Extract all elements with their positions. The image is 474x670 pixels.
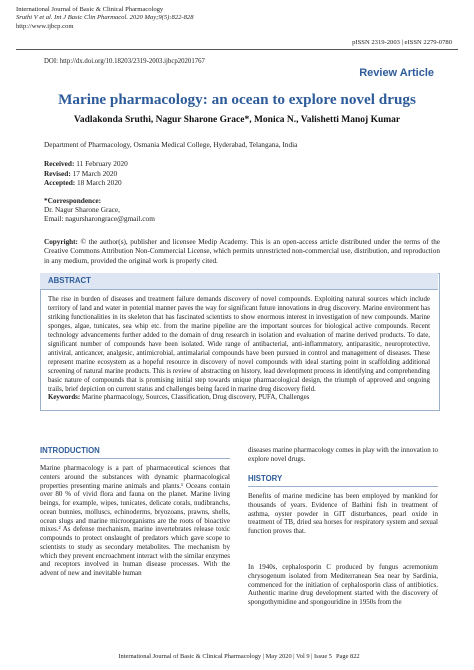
footer-text: International Journal of Basic & Clinical Pharmacology | May 2020 | Vol 9 | Issue 5: [118, 653, 332, 660]
accepted-date: Accepted: 18 March 2020: [44, 178, 122, 188]
abstract-text: The rise in burden of diseases and treatment failure demands discovery of novel compounds. Exploiting natural sources which include territory of land and water in potential manner paves the way for significant future innovations in drug discovery. Marine environment has striking functionalities in its skeleton that has fascinated scientists to show enormous interest in investigation of new compounds. Marine sponges, algae, tunicates, sea whip etc. from the marine pipeline are the important sources for biological active compounds. Recent technology advancements further added to the domain of drug research in isolation and evaluation of marine derived products. To date, significant number of compounds have been isolated. Wide range of antibacterial, anti-inflammatory, antiparasitic, neuroprotective, antiviral, anticancer, analgesic, antimicrobial, antimalarial compounds have been pursued in control and management of diseases. These represent marine ecosystem as a hopeful resource in discovery of novel compounds with ideal starting point in scaffolding additional screening of natural marine products. This is review of abstracting on history, lead development process in identifying and comprehending basic nature of compounds that is promising initial step towards unique pharmacological design, the triumph of approved and ongoing trails, brief depiction on current status and challenges being faced in marine drug discovery field.: [48, 296, 430, 393]
received-date: Received: 11 February 2020: [44, 159, 128, 168]
correspondence-name: Dr. Nagur Sharone Grace,: [44, 205, 120, 215]
page-footer: [0, 653, 474, 660]
correspondence-email[interactable]: Email: nagursharongrace@gmail.com: [44, 214, 155, 224]
journal-header: [16, 6, 194, 31]
keywords-label: Keywords:: [48, 394, 81, 401]
article-dates: [44, 159, 128, 188]
history-heading: HISTORY: [248, 474, 283, 483]
revised-date: Revised: 17 March 2020: [44, 168, 118, 178]
keywords-list: Marine pharmacology, Sources, Classification, Drug discovery, PUFA, Challenges: [81, 394, 310, 401]
copyright-label: Copyright:: [44, 238, 78, 246]
introduction-divider: [40, 458, 230, 459]
history-divider: [248, 486, 438, 487]
copyright-text: © the author(s), publisher and licensee Medip Academy. This is an open-access article distributed under the terms of the Creative Commons Attribution Non-Commercial License, which permits unrestricted non-commercial use, distribution, and reproduction in any medium, provided the original work is properly cited.: [44, 238, 441, 265]
history-paragraph-1: Benefits of marine medicine has been employed by mankind for thousands of years. Evidence of Bathini fish in treatment of asthma, oyster powder in GIT disturbances, pearl oxide in treatment of TB, dried sea horses for respiratory system and sexual function proves that.: [248, 492, 438, 535]
issn: pISSN 2319-2003 | eISSN 2279-0780: [352, 39, 452, 46]
affiliation: Department of Pharmacology, Osmania Medical College, Hyderabad, Telangana, India: [44, 140, 298, 149]
header-divider: [16, 49, 458, 50]
article-type: Review Article: [359, 67, 434, 79]
intro-continuation-text: diseases marine pharmacology comes in play with the innovation to explore novel drugs.: [248, 446, 438, 463]
introduction-heading: INTRODUCTION: [40, 446, 100, 455]
correspondence: [44, 196, 155, 224]
copyright-notice: [44, 238, 440, 266]
journal-citation: Sruthi V et al. Int J Basic Clin Pharmacol. 2020 May;9(5):822-828: [16, 14, 194, 22]
author-list: Vadlakonda Sruthi, Nagur Sharone Grace*, Monica N., Valishetti Manoj Kumar: [73, 115, 401, 125]
history-paragraph-2: In 1940s, cephalosporin C produced by fungus acremonium chrysogenum isolated from Mediterranean Sea near by Sardinia, commenced for the initiation of cephalosporin class of antibiotics. Authentic marine drug development started with the discovery of spongothymidine and spongouridine in 1950s from the: [248, 563, 438, 606]
introduction-text: Marine pharmacology is a part of pharmaceutical sciences that centers around the substances with dynamic pharmacological properties presenting marine animals and plants.¹ Oceans contain over 80 % of vivid flora and fauna on the planet. Marine living beings, for example, wipes, tunicates, delicate corals, nudibranchs, ocean bunnies, molluscs, echinoderms, bryozoans, prawns, shells, ocean slugs and marine microorganisms are the roots of bioactive mixes.² As defense mechanism, marine invertebrates release toxic compounds to protect onslaught of predators which gave scope to scientists to study as secondary metabolites. The mechanism by which they prevent encroachment interact with the similar enzymes and receptors involved in human disease processes. With the advent of new and inevitable human: [40, 464, 230, 577]
journal-name: International Journal of Basic & Clinical Pharmacology: [16, 6, 164, 13]
journal-url[interactable]: http://www.ijbcp.com: [16, 22, 74, 30]
doi-link[interactable]: DOI: http://dx.doi.org/10.18203/2319-2003.ijbcp20201767: [44, 58, 205, 65]
keywords: [48, 394, 430, 401]
correspondence-heading: *Correspondence:: [44, 196, 102, 205]
abstract-heading: ABSTRACT: [48, 276, 91, 285]
page-number: Page 822: [335, 653, 360, 660]
abstract-header: [40, 273, 438, 290]
article-title: Marine pharmacology: an ocean to explore novel drugs: [58, 91, 416, 108]
